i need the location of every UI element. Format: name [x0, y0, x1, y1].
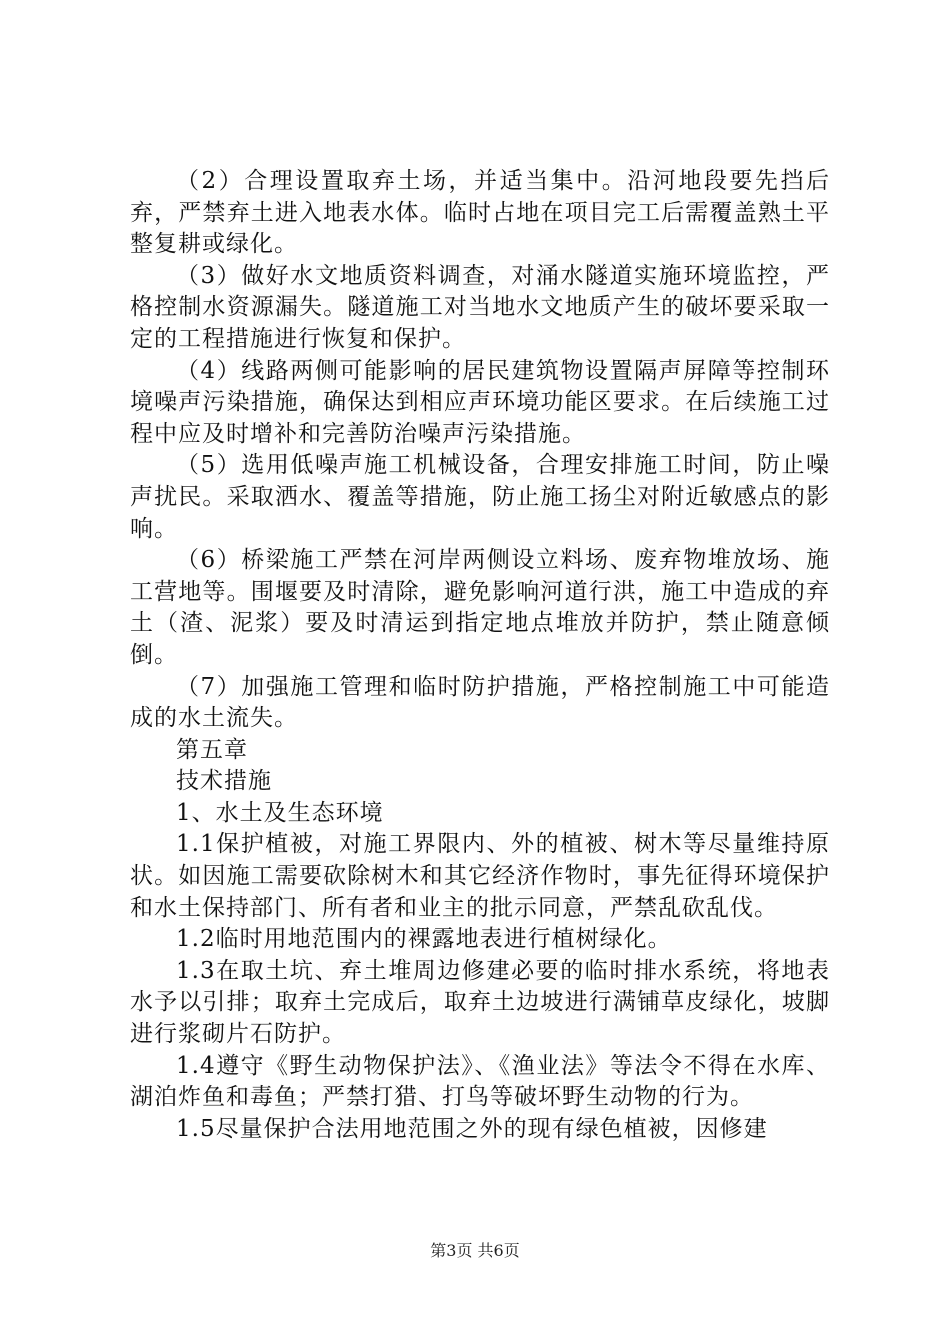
section-paragraph-1-1: 1.1保护植被，对施工界限内、外的植被、树木等尽量维持原状。如因施工需要砍除树木和其它经济作物时，事先征得环境保护和水土保持部门、所有者和业主的批示同意，严禁乱砍乱伐。: [130, 831, 830, 921]
paragraph-item-5: （5）选用低噪声施工机械设备，合理安排施工时间，防止噪声扰民。采取洒水、覆盖等措施，防止施工扬尘对附近敏感点的影响。: [130, 452, 830, 542]
paragraph-item-2: （2）合理设置取弃土场，并适当集中。沿河地段要先挡后弃，严禁弃土进入地表水体。临时占地在项目完工后需覆盖熟土平整复耕或绿化。: [130, 168, 830, 258]
paragraph-item-4: （4）线路两侧可能影响的居民建筑物设置隔声屏障等控制环境噪声污染措施，确保达到相应声环境功能区要求。在后续施工过程中应及时增补和完善防治噪声污染措施。: [130, 357, 830, 447]
chapter-title: 技术措施: [176, 768, 272, 795]
paragraph-item-3: （3）做好水文地质资料调查，对涌水隧道实施环境监控，严格控制水资源漏失。隧道施工对当地水文地质产生的破坏要采取一定的工程措施进行恢复和保护。: [130, 262, 830, 352]
paragraph-item-6: （6）桥梁施工严禁在河岸两侧设立料场、废弃物堆放场、施工营地等。围堰要及时清除，避免影响河道行洪，施工中造成的弃土（渣、泥浆）要及时清运到指定地点堆放并防护，禁止随意倾倒。: [130, 547, 830, 668]
paragraph-item-7: （7）加强施工管理和临时防护措施，严格控制施工中可能造成的水土流失。: [130, 673, 830, 732]
chapter-number: 第五章: [176, 736, 248, 763]
page-footer: [0, 1238, 950, 1261]
section-paragraph-1-3: 1.3在取土坑、弃土堆周边修建必要的临时排水系统，将地表水予以引排；取弃土完成后，取弃土边坡进行满铺草皮绿化，坡脚进行浆砌片石防护。: [130, 957, 830, 1048]
page-number-label: 第3页 共6页: [430, 1241, 520, 1260]
document-body: [130, 166, 830, 1145]
section-paragraph-1-2: 1.2临时用地范围内的裸露地表进行植树绿化。: [176, 926, 672, 953]
section-paragraph-1-5: 1.5尽量保护合法用地范围之外的现有绿色植被，因修建: [176, 1115, 768, 1142]
section-title: 1、水土及生态环境: [176, 799, 384, 826]
section-paragraph-1-4: 1.4遵守《野生动物保护法》、《渔业法》等法令不得在水库、湖泊炸鱼和毒鱼；严禁打猎、打鸟等破坏野生动物的行为。: [130, 1052, 830, 1111]
